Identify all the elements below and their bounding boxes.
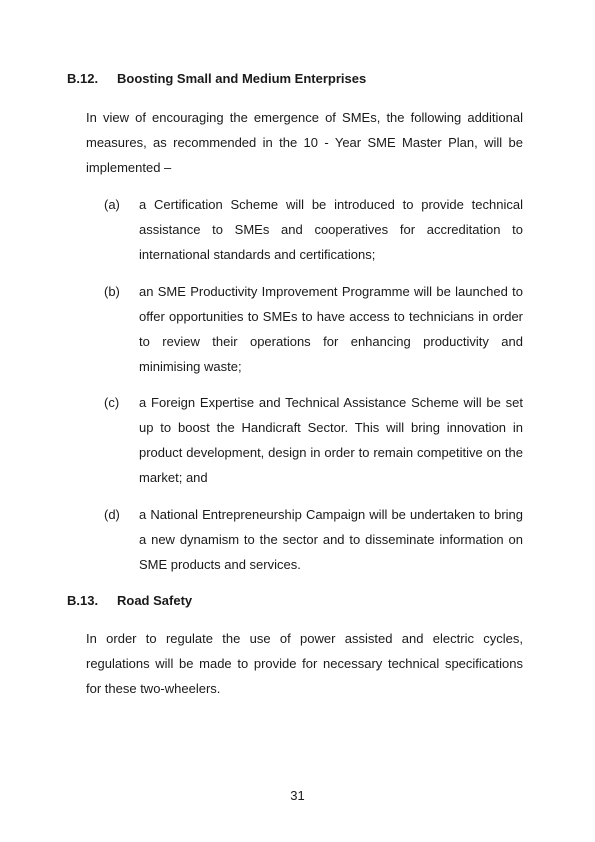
- list-item-label: (a): [104, 197, 120, 212]
- list-item-label: (d): [104, 507, 120, 522]
- section-b13-body: In order to regulate the use of power assisted and electric cycles, regulations will be made to provide for necessary technical specifications for these two-wheelers.: [86, 631, 523, 696]
- section-number: B.13.: [67, 593, 99, 608]
- section-title: Road Safety: [117, 593, 193, 608]
- section-title: Boosting Small and Medium Enterprises: [117, 71, 367, 86]
- section-number: B.12.: [67, 71, 99, 86]
- list-item-label: (b): [104, 284, 120, 299]
- list-item-label: (c): [104, 395, 120, 410]
- list-item-text: a Certification Scheme will be introduced to provide technical assistance to SMEs and cooperatives for accreditation to international standards and certifications;: [139, 197, 523, 262]
- list-item-text: a National Entrepreneurship Campaign will be undertaken to bring a new dynamism to the sector and to disseminate information on SME products and services.: [139, 507, 523, 572]
- list-item-text: a Foreign Expertise and Technical Assistance Scheme will be set up to boost the Handicraft Sector. This will bring innovation in product development, design in order to remain competitive on the market; and: [139, 395, 523, 485]
- section-b12-intro: In view of encouraging the emergence of SMEs, the following additional measures, as recommended in the 10 - Year SME Master Plan, will be implemented –: [86, 110, 523, 175]
- list-item-text: an SME Productivity Improvement Programme will be launched to offer opportunities to SMEs to have access to technicians in order to review their operations for enhancing productivity and minimising waste;: [139, 284, 523, 374]
- page-number: 31: [290, 788, 305, 803]
